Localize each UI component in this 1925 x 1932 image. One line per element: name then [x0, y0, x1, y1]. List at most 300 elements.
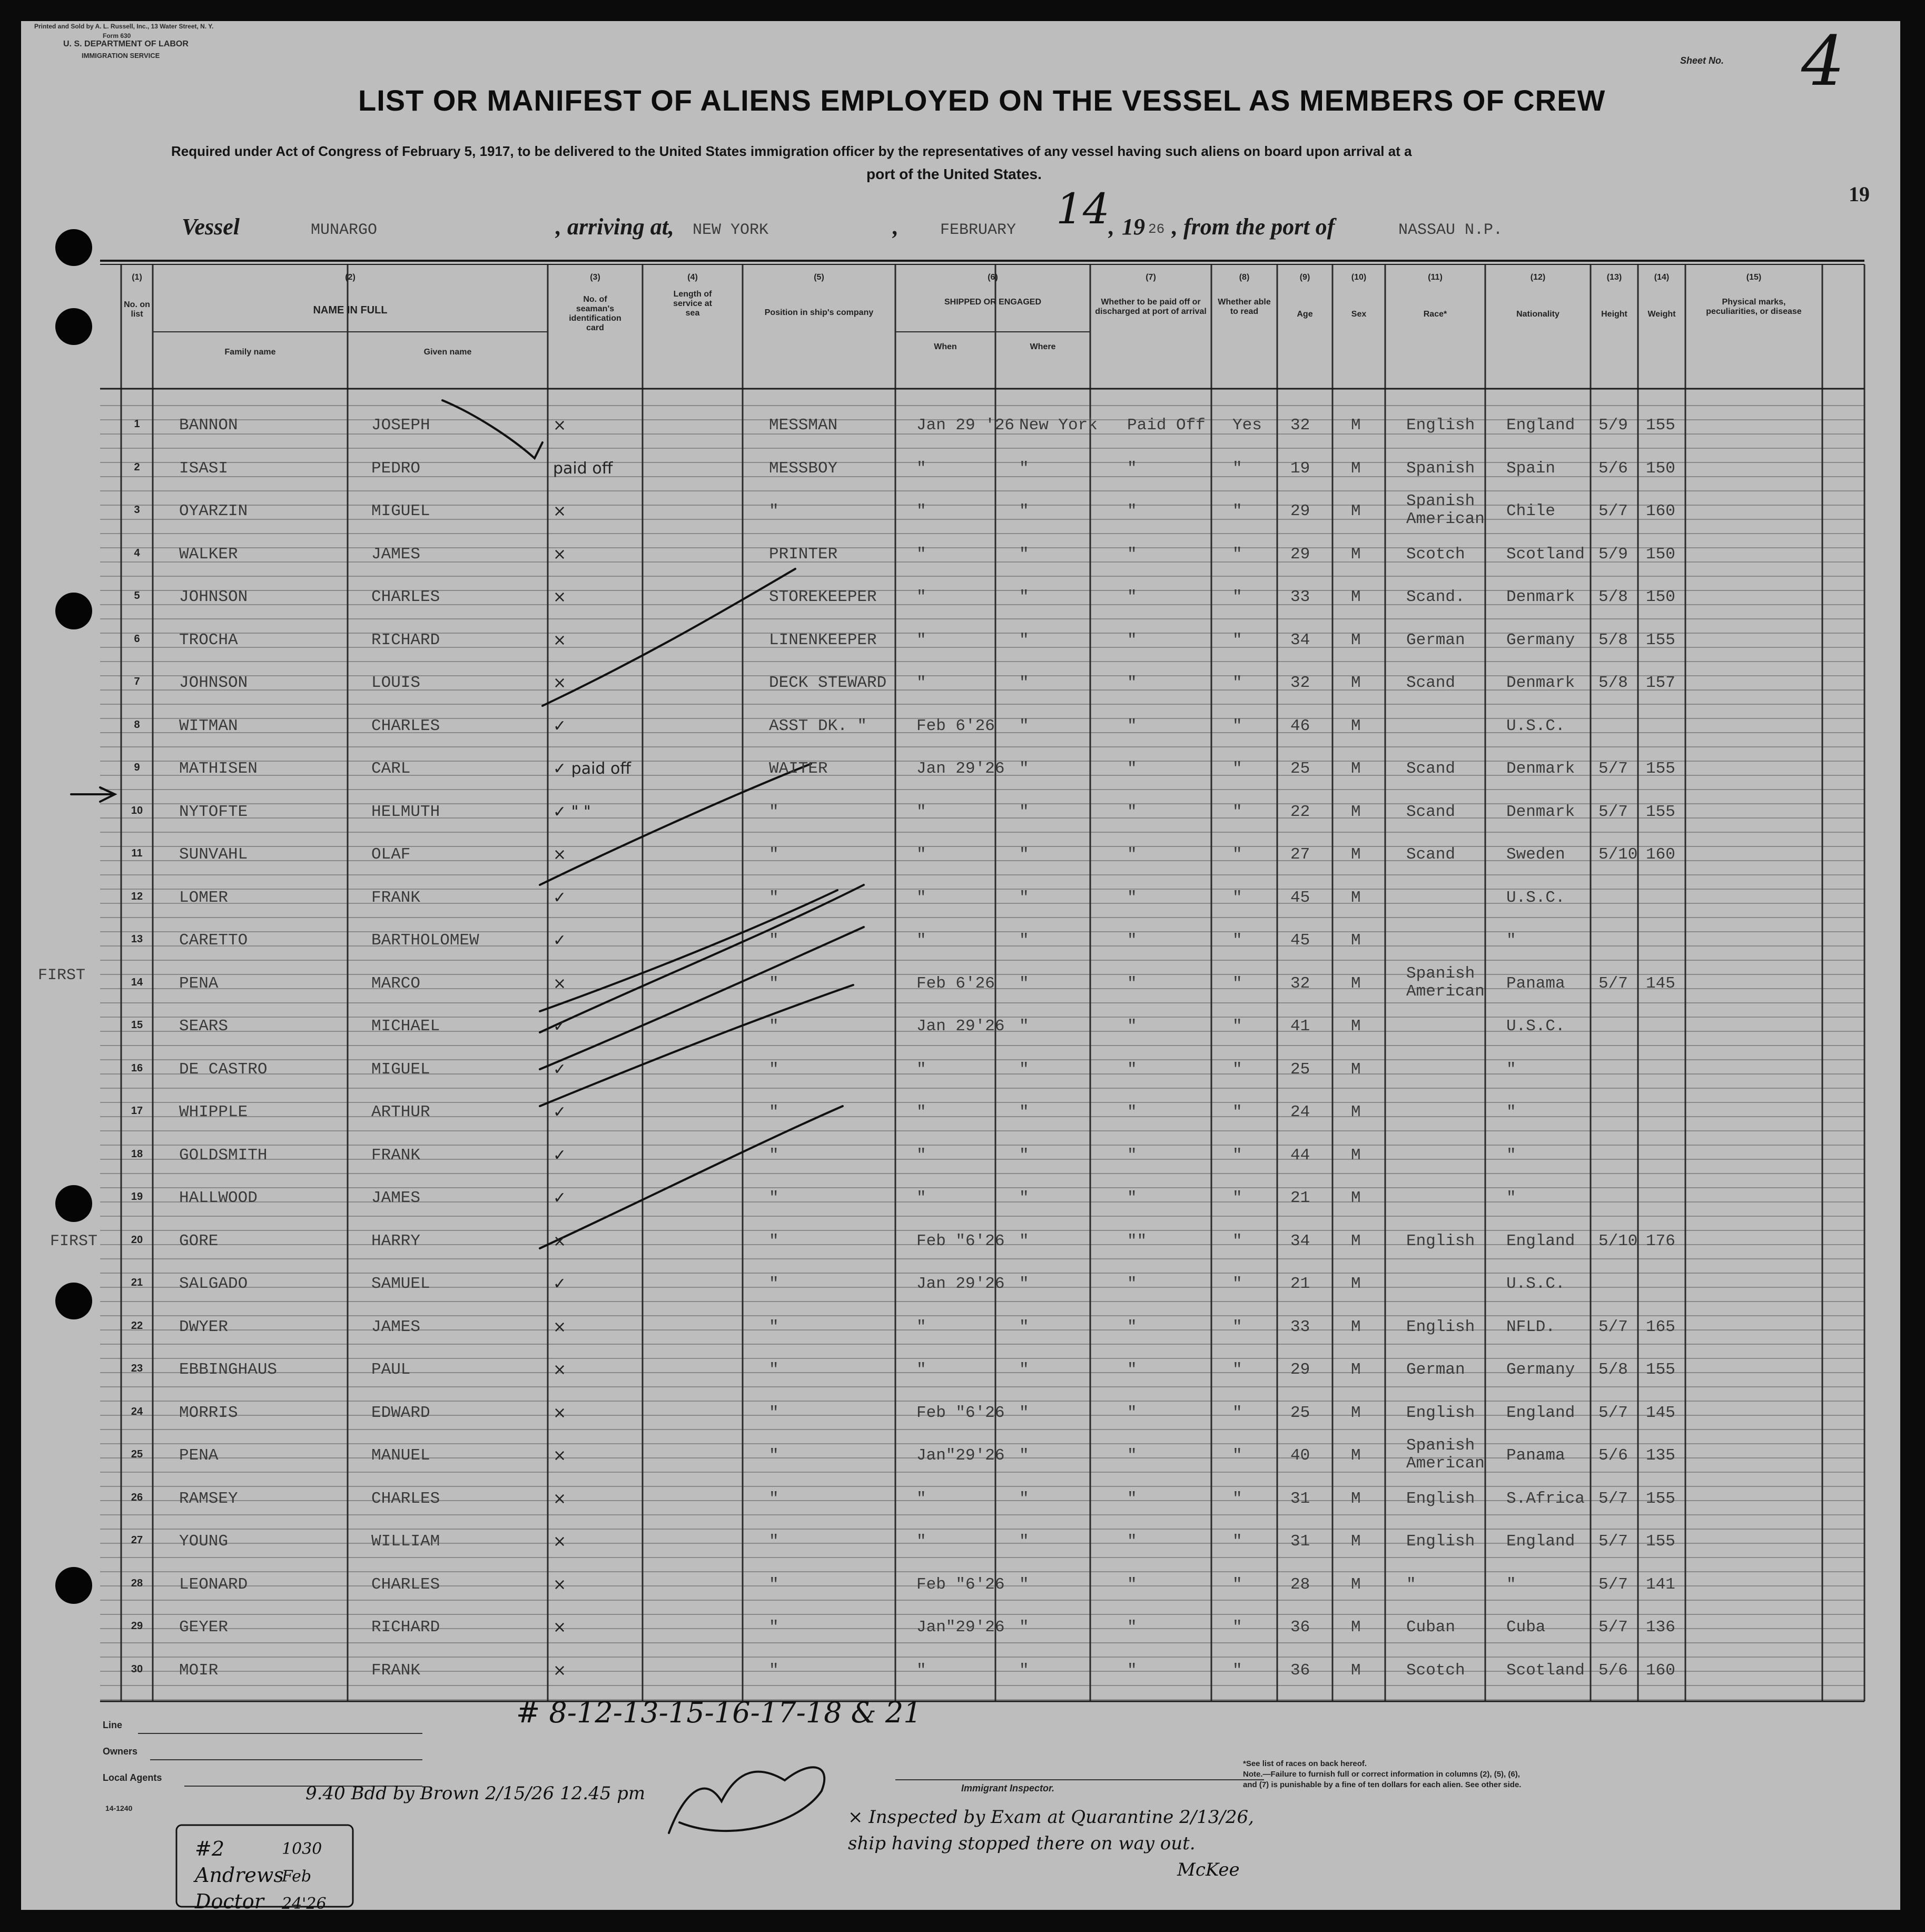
cell-family: WHIPPLE	[179, 1103, 248, 1121]
cell-num: 8	[134, 718, 140, 731]
cell-given: JAMES	[371, 1317, 421, 1336]
cell-race: Cuban	[1406, 1618, 1456, 1637]
inspector-label: Immigrant Inspector.	[961, 1783, 1055, 1793]
cell-read: "	[1232, 716, 1242, 735]
cell-sex: M	[1351, 1489, 1361, 1508]
cell-num: 6	[134, 633, 140, 645]
cell-age: 29	[1290, 502, 1310, 520]
cell-num: 3	[134, 504, 140, 516]
cell-position: LINENKEEPER	[769, 630, 877, 649]
cell-paid: "	[1127, 1317, 1137, 1336]
cell-sex: M	[1351, 1275, 1361, 1293]
cell-nationality: Cuba	[1506, 1618, 1546, 1637]
col-7-header: Whether to be paid off or discharged at port of arrival	[1095, 298, 1207, 316]
cell-race: Spanish American	[1406, 1436, 1485, 1473]
cell-nationality: Sweden	[1506, 845, 1565, 864]
cell-family: MATHISEN	[179, 760, 258, 778]
cell-where: "	[1019, 1060, 1029, 1079]
cell-num: 1	[134, 418, 140, 430]
cell-mk: ×	[553, 1661, 567, 1680]
cell-read: "	[1232, 1146, 1242, 1165]
cell-paid: "	[1127, 545, 1137, 564]
cell-position: "	[769, 502, 779, 520]
cell-family: SALGADO	[179, 1275, 248, 1293]
handwritten-inspection-signature: McKee	[1177, 1859, 1240, 1880]
cell-when: "	[916, 888, 926, 907]
comma: ,	[893, 214, 899, 240]
cell-sex: M	[1351, 931, 1361, 950]
cell-num: 30	[131, 1663, 143, 1675]
cell-when: Jan 29'26	[916, 1017, 1005, 1036]
cell-given: CHARLES	[371, 716, 440, 735]
cell-race: "	[1406, 1575, 1416, 1594]
cell-race: Scotch	[1406, 545, 1465, 564]
cell-paid: "	[1127, 1146, 1137, 1165]
cell-sex: M	[1351, 1361, 1361, 1379]
cell-mk: ✓	[553, 1017, 567, 1036]
cell-sex: M	[1351, 588, 1361, 606]
cell-num: 23	[131, 1363, 143, 1374]
cell-num: 20	[131, 1234, 143, 1246]
cell-read: "	[1232, 888, 1242, 907]
col-7-number: (7)	[1146, 273, 1156, 282]
margin-note: FIRST	[38, 967, 86, 984]
pen-stroke	[540, 1106, 843, 1248]
arrival-day: 14	[1056, 184, 1110, 233]
cell-mk: ✓	[553, 1189, 567, 1207]
col-5-number: (5)	[814, 273, 824, 282]
cell-where: "	[1019, 630, 1029, 649]
cell-position: "	[769, 1361, 779, 1379]
owners-rule	[150, 1759, 422, 1760]
cell-age: 40	[1290, 1446, 1310, 1465]
cell-paid: "	[1127, 630, 1137, 649]
cell-mk: ×	[553, 674, 567, 692]
pen-stroke	[542, 569, 795, 706]
cell-race: Scand	[1406, 845, 1456, 864]
cell-position: "	[769, 1532, 779, 1551]
cell-when: Jan"29'26	[916, 1618, 1005, 1637]
cell-given: JAMES	[371, 1189, 421, 1207]
cell-family: PENA	[179, 1446, 219, 1465]
cell-mk: ×	[553, 545, 567, 564]
cell-read: "	[1232, 1060, 1242, 1079]
cell-read: "	[1232, 588, 1242, 606]
cell-height: 5/7	[1598, 760, 1628, 778]
cell-nationality: Scotland	[1506, 545, 1585, 564]
cell-height: 5/6	[1598, 1661, 1628, 1680]
cell-sex: M	[1351, 974, 1361, 993]
cell-paid: "	[1127, 1489, 1137, 1508]
manifest-sheet	[21, 21, 1900, 1910]
cell-nationality: Panama	[1506, 1446, 1565, 1465]
cell-num: 21	[131, 1277, 143, 1288]
cell-height: 5/8	[1598, 674, 1628, 692]
cell-position: "	[769, 1489, 779, 1508]
pen-stroke	[442, 400, 542, 458]
cell-read: "	[1232, 1317, 1242, 1336]
cell-family: GEYER	[179, 1618, 229, 1637]
cell-sex: M	[1351, 1189, 1361, 1207]
cell-where: "	[1019, 1189, 1029, 1207]
cell-family: HALLWOOD	[179, 1189, 258, 1207]
cell-num: 22	[131, 1319, 143, 1332]
cell-nationality: England	[1506, 1231, 1575, 1250]
cell-family: PENA	[179, 974, 219, 993]
cell-given: MIGUEL	[371, 1060, 430, 1079]
cell-race: English	[1406, 416, 1475, 435]
cell-mk: ✓	[553, 1060, 567, 1079]
pen-stroke	[540, 885, 864, 1032]
handwritten-box-date: 1030 Feb 24'26	[282, 1840, 327, 1910]
col-3-number: (3)	[590, 273, 600, 282]
cell-age: 32	[1290, 674, 1310, 692]
cell-when: "	[916, 931, 926, 950]
cell-age: 33	[1290, 1317, 1310, 1336]
cell-read: "	[1232, 674, 1242, 692]
cell-mk: ✓	[553, 1146, 567, 1165]
cell-mk: ×	[553, 416, 567, 435]
cell-height: 5/7	[1598, 1403, 1628, 1422]
form-number: Form 630	[103, 32, 131, 40]
cell-given: MICHAEL	[371, 1017, 440, 1036]
cell-position: MESSMAN	[769, 416, 838, 435]
cell-sex: M	[1351, 1317, 1361, 1336]
cell-sex: M	[1351, 545, 1361, 564]
cell-weight: 145	[1646, 1403, 1675, 1422]
cell-where: "	[1019, 1532, 1029, 1551]
cell-num: 17	[131, 1105, 143, 1117]
cell-sex: M	[1351, 1532, 1361, 1551]
cell-race: Spanish American	[1406, 964, 1485, 1001]
cell-paid: "	[1127, 845, 1137, 864]
cell-read: "	[1232, 1189, 1242, 1207]
cell-weight: 160	[1646, 502, 1675, 520]
cell-given: SAMUEL	[371, 1275, 430, 1293]
cell-paid: "	[1127, 502, 1137, 520]
cell-height: 5/8	[1598, 1361, 1628, 1379]
cell-sex: M	[1351, 845, 1361, 864]
cell-when: "	[916, 459, 926, 478]
cell-weight: 141	[1646, 1575, 1675, 1594]
cell-position: "	[769, 1317, 779, 1336]
cell-height: 5/7	[1598, 1575, 1628, 1594]
cell-position: "	[769, 1146, 779, 1165]
cell-read: "	[1232, 1489, 1242, 1508]
cell-sex: M	[1351, 1661, 1361, 1680]
cell-when: "	[916, 1146, 926, 1165]
cell-paid: "	[1127, 1446, 1137, 1465]
cell-family: DE CASTRO	[179, 1060, 268, 1079]
cell-position: "	[769, 1403, 779, 1422]
cell-nationality: Denmark	[1506, 674, 1575, 692]
cell-where: "	[1019, 888, 1029, 907]
cell-when: "	[916, 545, 926, 564]
form-subtitle: Required under Act of Congress of February 5, 1917, to be delivered to the United States immigration officer by the representatives of any vessel having such aliens on board upon arrival at a	[171, 143, 1412, 159]
cell-sex: M	[1351, 888, 1361, 907]
vessel-name: MUNARGO	[311, 221, 378, 239]
cell-where: "	[1019, 1361, 1029, 1379]
cell-height: 5/10	[1598, 845, 1638, 864]
cell-position: "	[769, 1446, 779, 1465]
page-number: 19	[1849, 182, 1870, 206]
col-15-number: (15)	[1746, 273, 1762, 282]
cell-family: JOHNSON	[179, 674, 248, 692]
cell-weight: 145	[1646, 974, 1675, 993]
cell-read: "	[1232, 1446, 1242, 1465]
cell-paid: Paid Off	[1127, 416, 1206, 435]
cell-when: "	[916, 845, 926, 864]
cell-mk: ×	[553, 1489, 567, 1508]
cell-mk: ×	[553, 1403, 567, 1422]
cell-position: "	[769, 802, 779, 821]
cell-where: "	[1019, 588, 1029, 606]
cell-family: BANNON	[179, 416, 238, 435]
cell-sex: M	[1351, 1146, 1361, 1165]
cell-when: "	[916, 1661, 926, 1680]
cell-nationality: England	[1506, 1403, 1575, 1422]
cell-paid: "	[1127, 1661, 1137, 1680]
cell-num: 4	[134, 547, 140, 559]
cell-when: "	[916, 588, 926, 606]
cell-weight: 160	[1646, 1661, 1675, 1680]
cell-nationality: U.S.C.	[1506, 1275, 1565, 1293]
col-13-header: Height	[1601, 310, 1627, 319]
handwritten-row-numbers: # 8-12-13-15-16-17-18 & 21	[516, 1696, 922, 1729]
cell-num: 5	[134, 590, 140, 602]
cell-where: "	[1019, 1446, 1029, 1465]
cell-paid: "	[1127, 674, 1137, 692]
cell-when: "	[916, 1189, 926, 1207]
col-6-where: Where	[1030, 342, 1056, 351]
form-title: LIST OR MANIFEST OF ALIENS EMPLOYED ON THE VESSEL AS MEMBERS OF CREW	[358, 84, 1606, 117]
col-11-header: Race*	[1423, 310, 1447, 319]
cell-weight: 155	[1646, 1532, 1675, 1551]
cell-nationality: "	[1506, 1575, 1516, 1594]
cell-given: JAMES	[371, 545, 421, 564]
cell-race: Spanish American	[1406, 492, 1485, 528]
cell-paid: "	[1127, 1532, 1137, 1551]
cell-race: Scand	[1406, 802, 1456, 821]
cell-paid: "	[1127, 716, 1137, 735]
cell-race: English	[1406, 1317, 1475, 1336]
cell-sex: M	[1351, 502, 1361, 520]
cell-paid: "	[1127, 931, 1137, 950]
cell-when: "	[916, 1361, 926, 1379]
cell-given: FRANK	[371, 1146, 421, 1165]
cell-weight: 136	[1646, 1618, 1675, 1637]
cell-position: "	[769, 1575, 779, 1594]
cell-family: YOUNG	[179, 1532, 229, 1551]
cell-sex: M	[1351, 416, 1361, 435]
col-14-header: Weight	[1647, 310, 1676, 319]
cell-weight: 160	[1646, 845, 1675, 864]
cell-family: GOLDSMITH	[179, 1146, 268, 1165]
cell-age: 36	[1290, 1661, 1310, 1680]
cell-sex: M	[1351, 674, 1361, 692]
cell-where: "	[1019, 1489, 1029, 1508]
cell-where: "	[1019, 845, 1029, 864]
cell-height: 5/7	[1598, 974, 1628, 993]
col-6-number: (6)	[988, 273, 998, 282]
cell-position: "	[769, 1017, 779, 1036]
cell-race: Scand	[1406, 674, 1456, 692]
cell-num: 15	[131, 1019, 143, 1031]
col-1-number: (1)	[132, 273, 142, 282]
cell-where: "	[1019, 802, 1029, 821]
cell-nationality: U.S.C.	[1506, 888, 1565, 907]
cell-given: CARL	[371, 760, 411, 778]
arriving-port: NEW YORK	[693, 221, 769, 239]
cell-mk: ×	[553, 630, 567, 649]
col-2-header: NAME IN FULL	[313, 304, 388, 316]
service: IMMIGRATION SERVICE	[82, 52, 160, 60]
cell-race: English	[1406, 1532, 1475, 1551]
cell-read: "	[1232, 1231, 1242, 1250]
cell-where: "	[1019, 716, 1029, 735]
agents-label: Local Agents	[103, 1772, 162, 1783]
cell-position: "	[769, 845, 779, 864]
cell-when: "	[916, 1103, 926, 1121]
cell-position: ASST DK. "	[769, 716, 867, 735]
cell-age: 27	[1290, 845, 1310, 864]
cell-family: RAMSEY	[179, 1489, 238, 1508]
cell-age: 28	[1290, 1575, 1310, 1594]
cell-family: JOHNSON	[179, 588, 248, 606]
col-4-header: Length of service at sea	[673, 290, 712, 318]
cell-paid: "	[1127, 1275, 1137, 1293]
cell-position: "	[769, 1189, 779, 1207]
cell-nationality: "	[1506, 1060, 1516, 1079]
arriving-label: , arriving at,	[556, 214, 674, 240]
col-6-when: When	[934, 342, 957, 351]
cell-mk: ×	[553, 1618, 567, 1637]
col-8-header: Whether able to read	[1218, 298, 1271, 316]
cell-given: CHARLES	[371, 1575, 440, 1594]
cell-num: 11	[131, 847, 143, 859]
cell-mk: ✓	[553, 931, 567, 950]
inspector-rule	[895, 1779, 1264, 1780]
cell-read: "	[1232, 1532, 1242, 1551]
cell-where: "	[1019, 974, 1029, 993]
cell-nationality: England	[1506, 416, 1575, 435]
penalty-note-1: Note.—Failure to furnish full or correct information in columns (2), (5), (6),	[1243, 1770, 1520, 1779]
cell-read: "	[1232, 760, 1242, 778]
cell-nationality: Panama	[1506, 974, 1565, 993]
cell-position: PRINTER	[769, 545, 838, 564]
cell-num: 25	[131, 1448, 143, 1460]
cell-sex: M	[1351, 1446, 1361, 1465]
cell-where: "	[1019, 1403, 1029, 1422]
cell-given: EDWARD	[371, 1403, 430, 1422]
cell-where: "	[1019, 459, 1029, 478]
cell-height: 5/8	[1598, 588, 1628, 606]
cell-nationality: England	[1506, 1532, 1575, 1551]
cell-num: 24	[131, 1405, 143, 1417]
cell-height: 5/9	[1598, 416, 1628, 435]
cell-when: Feb 6'26	[916, 716, 995, 735]
cell-family: SEARS	[179, 1017, 229, 1036]
cell-height: 5/7	[1598, 502, 1628, 520]
cell-age: 25	[1290, 1403, 1310, 1422]
cell-read: "	[1232, 1275, 1242, 1293]
cell-paid: "	[1127, 588, 1137, 606]
cell-given: WILLIAM	[371, 1532, 440, 1551]
year-suffix: 26	[1148, 221, 1165, 237]
department: U. S. DEPARTMENT OF LABOR	[63, 40, 189, 48]
cell-when: Jan 29'26	[916, 1275, 1005, 1293]
col-14-number: (14)	[1654, 273, 1670, 282]
cell-age: 21	[1290, 1275, 1310, 1293]
cell-age: 33	[1290, 588, 1310, 606]
cell-num: 18	[131, 1148, 143, 1160]
col-1-header: No. on list	[124, 300, 150, 319]
cell-paid: "	[1127, 1618, 1137, 1637]
cell-read: "	[1232, 802, 1242, 821]
col-13-number: (13)	[1606, 273, 1622, 282]
cell-nationality: "	[1506, 931, 1516, 950]
vessel-label: Vessel	[182, 214, 240, 240]
cell-where: "	[1019, 1661, 1029, 1680]
cell-num: 10	[131, 804, 143, 816]
cell-given: FRANK	[371, 888, 421, 907]
cell-race: English	[1406, 1403, 1475, 1422]
cell-position: DECK STEWARD	[769, 674, 887, 692]
cell-mk: ×	[553, 1361, 567, 1379]
cell-nationality: Scotland	[1506, 1661, 1585, 1680]
cell-family: WALKER	[179, 545, 238, 564]
cell-race: Spanish	[1406, 459, 1475, 478]
cell-height: 5/7	[1598, 1532, 1628, 1551]
pen-stroke	[540, 764, 811, 885]
cell-age: 34	[1290, 1231, 1310, 1250]
cell-height: 5/7	[1598, 1618, 1628, 1637]
cell-given: OLAF	[371, 845, 411, 864]
cell-position: "	[769, 1275, 779, 1293]
cell-age: 21	[1290, 1189, 1310, 1207]
cell-family: EBBINGHAUS	[179, 1361, 278, 1379]
cell-when: "	[916, 1317, 926, 1336]
printer-line: Printed and Sold by A. L. Russell, Inc., 13 Water Street, N. Y.	[34, 23, 214, 30]
cell-family: LEONARD	[179, 1575, 248, 1594]
cell-nationality: Denmark	[1506, 588, 1575, 606]
cell-age: 36	[1290, 1618, 1310, 1637]
cell-num: 16	[131, 1062, 143, 1074]
year-prefix: 19	[1122, 214, 1145, 240]
cell-num: 26	[131, 1491, 143, 1503]
cell-given: FRANK	[371, 1661, 421, 1680]
cell-family: MORRIS	[179, 1403, 238, 1422]
cell-when: Jan"29'26	[916, 1446, 1005, 1465]
cell-given: RICHARD	[371, 1618, 440, 1637]
cell-height: 5/7	[1598, 802, 1628, 821]
cell-paid: "	[1127, 1060, 1137, 1079]
cell-paid: "	[1127, 888, 1137, 907]
cell-num: 27	[131, 1534, 143, 1546]
cell-where: New York	[1019, 416, 1098, 435]
from-label: , from the port of	[1172, 214, 1335, 240]
cell-weight: 155	[1646, 630, 1675, 649]
cell-nationality: Spain	[1506, 459, 1556, 478]
cell-family: CARETTO	[179, 931, 248, 950]
cell-when: Feb "6'26	[916, 1575, 1005, 1594]
cell-paid: "	[1127, 1575, 1137, 1594]
cell-weight: 155	[1646, 1489, 1675, 1508]
cell-age: 31	[1290, 1532, 1310, 1551]
col-10-header: Sex	[1351, 310, 1367, 319]
col-12-header: Nationality	[1516, 310, 1559, 319]
cell-where: "	[1019, 1146, 1029, 1165]
